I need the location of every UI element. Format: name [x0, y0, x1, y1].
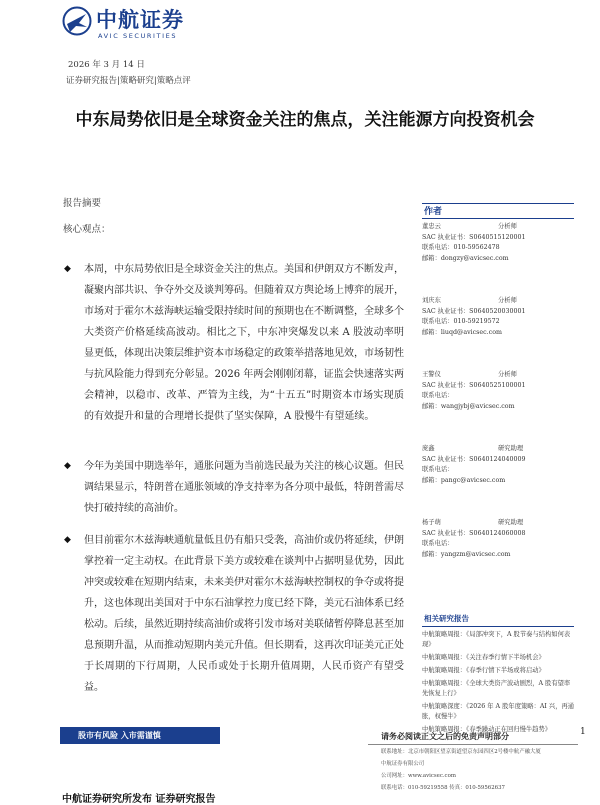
- author-phone: 联系电话：010-59562478: [422, 244, 500, 251]
- risk-warning-bar: [60, 727, 220, 744]
- author-role: 分析师: [498, 297, 517, 304]
- related-report-item[interactable]: 中航策略周报：《局部冲突下，A 股节奏与结构如何表现》: [422, 631, 571, 648]
- author-email[interactable]: 邮箱：pangc@avicsec.com: [422, 476, 506, 484]
- authors-header: [422, 203, 574, 219]
- author-phone: 联系电话：: [422, 540, 454, 547]
- key-point-3: [64, 530, 404, 698]
- author-list: [422, 222, 576, 592]
- author-email[interactable]: 邮箱：wangjybj@avicsec.com: [422, 402, 515, 410]
- report-category: 证券研究报告|策略研究|策略点评: [66, 76, 191, 86]
- related-report-item[interactable]: 中航策略周报：《春季躁动正在回归慢牛趋势》: [422, 726, 552, 733]
- bullet-diamond-icon: ◆: [64, 535, 71, 545]
- related-report-item[interactable]: 中航策略深度：《2026 年 A 股年度策略：AI 兴，再通胀，权慢牛》: [422, 703, 575, 720]
- company-phone: 联系电话：010-59219558 传真：010-59562637: [381, 785, 505, 791]
- report-title: 中东局势依旧是全球资金关注的焦点，关注能源方向投资机会: [75, 110, 535, 130]
- page-number: 1: [580, 727, 586, 737]
- avic-logo-icon: [62, 6, 92, 36]
- related-report-item[interactable]: 中航策略周报：《全球大类资产波动剧烈，A 股有望率先恢复上行》: [422, 680, 571, 697]
- company-name: 中航证券有限公司: [381, 761, 425, 767]
- author-card: [422, 222, 576, 296]
- author-card: [422, 518, 576, 592]
- author-license: SAC 执业证书：S0640520030001: [422, 307, 526, 315]
- author-license: SAC 执业证书：S0640515120001: [422, 233, 526, 241]
- author-phone: 联系电话：: [422, 466, 454, 473]
- related-report-item[interactable]: 中航策略周报：《春季行情下半场或将启动》: [422, 667, 545, 674]
- author-name: 董忠云: [422, 223, 441, 230]
- bullet-diamond-icon: ◆: [64, 264, 71, 274]
- author-phone: 联系电话：: [422, 392, 454, 399]
- author-role: 分析师: [498, 223, 517, 230]
- author-email[interactable]: 邮箱：liuqd@avicsec.com: [422, 328, 502, 336]
- author-name: 王警仪: [422, 371, 441, 378]
- risk-warning-text: 股市有风险 入市需谨慎: [78, 730, 161, 740]
- logo-text-cn: 中航证券: [96, 8, 184, 32]
- logo-text-en: AVIC SECURITIES: [98, 32, 178, 40]
- author-card: [422, 370, 576, 444]
- abstract-label: 报告摘要: [63, 198, 102, 209]
- key-point-2: [64, 456, 404, 519]
- author-name: 刘庆东: [422, 297, 441, 304]
- footer-divider: [368, 744, 578, 745]
- disclaimer-notice: 请务必阅读正文之后的免责声明部分: [381, 731, 509, 741]
- key-point-text: 今年为美国中期选举年，通胀问题为当前选民最为关注的核心议题。但民调结果显示，特朗普在通胀领域的净支持率为各分项中最低，特朗普需尽快打破持续的高油价。: [84, 461, 404, 514]
- author-license: SAC 执业证书：S0640124040009: [422, 455, 526, 463]
- next-page-header: 中航证券研究所发布 证券研究报告: [62, 794, 216, 805]
- author-name: 庞鑫: [422, 445, 435, 452]
- core-view-label: 核心观点：: [63, 224, 111, 235]
- key-point-text: 本周，中东局势依旧是全球资金关注的焦点。美国和伊朗双方不断发声，凝聚内部共识、争夺外交及谈判筹码。但随着双方舆论场上博弈的展开，市场对于霍尔木兹海峡运输受限持续时间的预期也在不断调整，全球多个大类资产价格延续高波动。相比之下，中东冲突爆发以来 A 股波动率明显更低，体现出决策层维护资本市场稳定的政策举措落地见效，市场韧性与抗风险能力得到充分彰显。2026 年两会刚刚闭幕，证监会快速落实两会精神，以稳市、改革、严管为主线，为“十五五”时期资本市场实现质的有效提升和量的合理增长提供了坚实保障，A 股慢牛有望延续。: [84, 264, 404, 422]
- author-email[interactable]: 邮箱：dongzy@avicsec.com: [422, 254, 509, 262]
- author-role: 研究助理: [498, 519, 524, 526]
- author-license: SAC 执业证书：S0640124060008: [422, 529, 526, 537]
- related-reports-list: [422, 630, 576, 738]
- company-website[interactable]: 公司网址：www.avicsec.com: [381, 773, 456, 779]
- bullet-diamond-icon: ◆: [64, 461, 71, 471]
- company-address: 联系地址：北京市朝阳区望京街道望京东园四区2号楼中航产融大厦: [381, 749, 541, 755]
- author-role: 研究助理: [498, 445, 524, 452]
- related-report-item[interactable]: 中航策略周报：《关注春季行情下半场机会》: [422, 654, 545, 661]
- report-date: 2026 年 3 月 14 日: [68, 60, 145, 70]
- related-reports-header: [422, 612, 574, 627]
- author-card: [422, 444, 576, 518]
- author-card: [422, 296, 576, 370]
- author-phone: 联系电话：010-59219572: [422, 318, 500, 325]
- key-point-1: [64, 259, 404, 427]
- author-role: 分析师: [498, 371, 517, 378]
- author-license: SAC 执业证书：S0640525100001: [422, 381, 526, 389]
- author-email[interactable]: 邮箱：yangzm@avicsec.com: [422, 550, 511, 558]
- authors-title: 作者: [424, 207, 443, 217]
- company-logo: [62, 4, 202, 42]
- key-point-text: 但目前霍尔木兹海峡通航量低且仍有船只受袭，高油价或仍将延续，伊朗掌控着一定主动权。在此背景下美方或较难在谈判中占据明显优势，因此冲突或较难在短期内结束，未来美伊对霍尔木兹海峡控制权的争夺或将提升，这也体现出美国对于中东石油掌控力度已经下降，美元石油体系已经松动。后续，虽然近期持续高油价或将引发市场对美联储暂停降息甚至加息预期升温，从而推动短期内美元升值。但长期看，这再次印证美元正处于长周期的下行周期，人民币或处于长期升值周期，人民币资产有望受益。: [84, 535, 404, 693]
- author-name: 杨子萌: [422, 519, 441, 526]
- related-reports-title: 相关研究报告: [424, 614, 469, 623]
